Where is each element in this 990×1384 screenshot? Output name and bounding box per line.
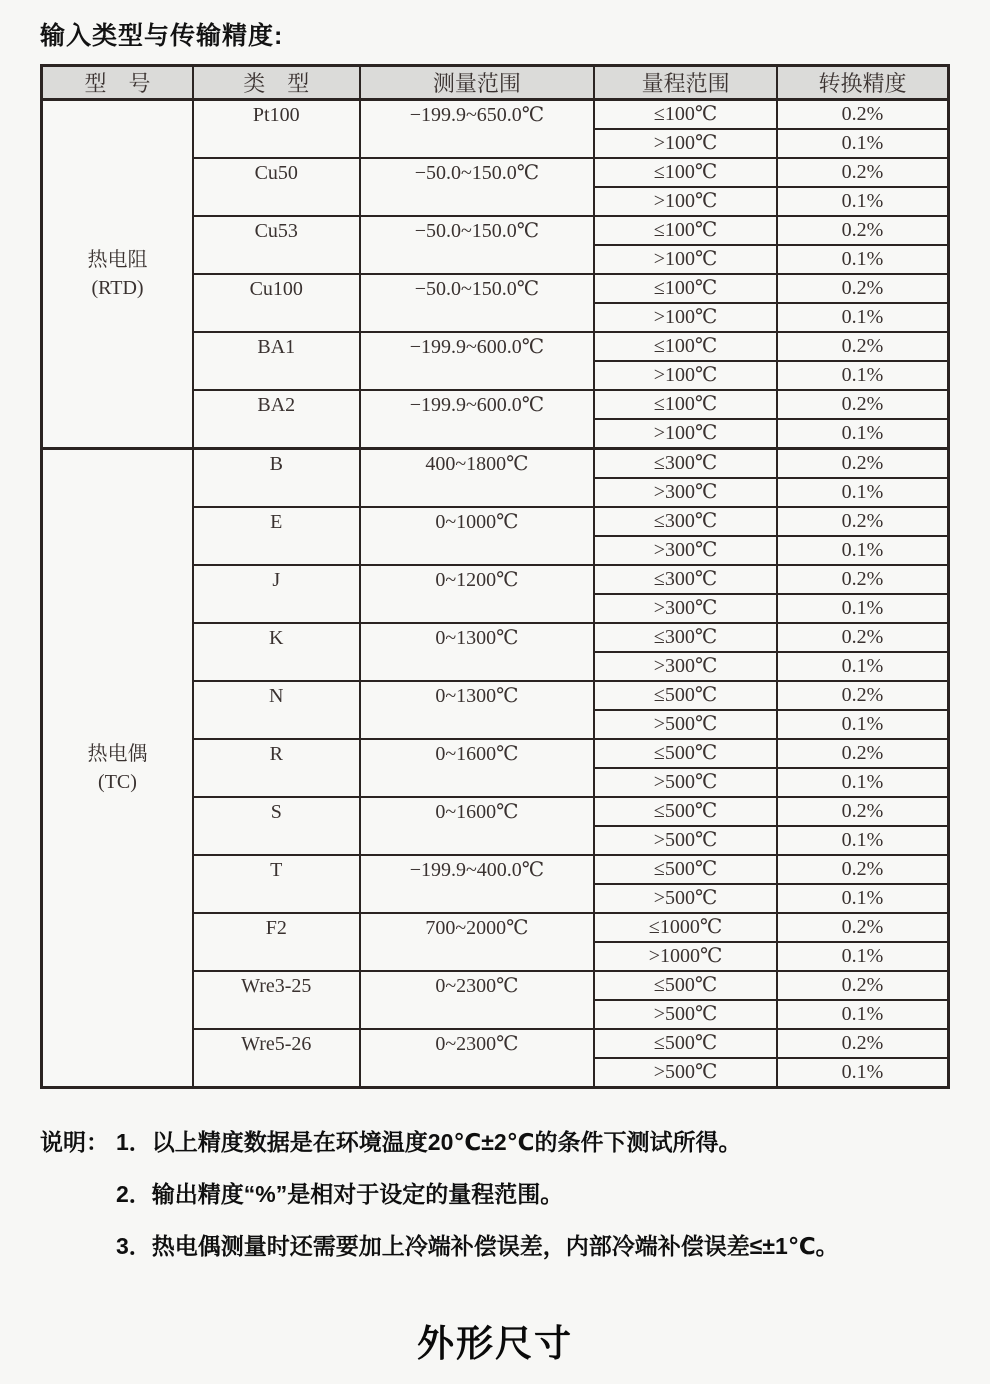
accuracy-cell: 0.2%	[777, 855, 949, 884]
span-range-cell: ≤100℃	[594, 390, 777, 419]
note-item: 2．输出精度“%”是相对于设定的量程范围。	[116, 1181, 564, 1207]
accuracy-cell: 0.1%	[777, 942, 949, 971]
accuracy-cell: 0.2%	[777, 565, 949, 594]
accuracy-cell: 0.2%	[777, 274, 949, 303]
accuracy-cell: 0.2%	[777, 449, 949, 479]
span-range-cell: >100℃	[594, 419, 777, 449]
type-cell: F2	[193, 913, 360, 971]
accuracy-cell: 0.1%	[777, 652, 949, 681]
type-cell: Cu100	[193, 274, 360, 332]
accuracy-cell: 0.1%	[777, 187, 949, 216]
notes-label: 说明：	[40, 1129, 109, 1155]
measure-range-cell: −50.0~150.0℃	[360, 158, 595, 216]
type-cell: N	[193, 681, 360, 739]
accuracy-cell: 0.1%	[777, 1000, 949, 1029]
accuracy-cell: 0.2%	[777, 623, 949, 652]
span-range-cell: ≤500℃	[594, 739, 777, 768]
note-line	[40, 1231, 950, 1261]
model-line: (RTD)	[91, 277, 144, 299]
measure-range-cell: 0~1200℃	[360, 565, 595, 623]
span-range-cell: ≤300℃	[594, 565, 777, 594]
span-range-cell: >300℃	[594, 478, 777, 507]
span-range-cell: ≤100℃	[594, 332, 777, 361]
measure-range-cell: 0~1000℃	[360, 507, 595, 565]
accuracy-cell: 0.1%	[777, 884, 949, 913]
measure-range-cell: 0~2300℃	[360, 971, 595, 1029]
type-cell: BA2	[193, 390, 360, 449]
type-cell: J	[193, 565, 360, 623]
measure-range-cell: −50.0~150.0℃	[360, 274, 595, 332]
span-range-cell: ≤300℃	[594, 449, 777, 479]
span-range-cell: >100℃	[594, 303, 777, 332]
model-line: 热电阻	[87, 249, 148, 271]
measure-range-cell: −199.9~600.0℃	[360, 332, 595, 390]
measure-range-cell: −199.9~600.0℃	[360, 390, 595, 449]
note-line	[40, 1127, 950, 1157]
span-range-cell: ≤100℃	[594, 216, 777, 245]
note-item: 1．以上精度数据是在环境温度20℃±2℃的条件下测试所得。	[116, 1129, 742, 1155]
accuracy-cell: 0.2%	[777, 100, 949, 130]
span-range-cell: >500℃	[594, 884, 777, 913]
type-cell: S	[193, 797, 360, 855]
span-range-cell: ≤500℃	[594, 971, 777, 1000]
accuracy-cell: 0.1%	[777, 478, 949, 507]
table-header-row	[42, 66, 949, 100]
model-line: (TC)	[98, 771, 137, 793]
measure-range-cell: −50.0~150.0℃	[360, 216, 595, 274]
type-cell: E	[193, 507, 360, 565]
measure-range-cell: 0~2300℃	[360, 1029, 595, 1088]
type-cell: Wre5-26	[193, 1029, 360, 1088]
type-cell: Cu53	[193, 216, 360, 274]
note-item: 3．热电偶测量时还需要加上冷端补偿误差，内部冷端补偿误差≤±1℃。	[116, 1233, 839, 1259]
accuracy-cell: 0.2%	[777, 216, 949, 245]
measure-range-cell: 0~1600℃	[360, 797, 595, 855]
measure-range-cell: 0~1600℃	[360, 739, 595, 797]
notes-indent	[40, 1231, 116, 1261]
accuracy-cell: 0.1%	[777, 303, 949, 332]
span-range-cell: >100℃	[594, 245, 777, 274]
span-range-cell: >500℃	[594, 1058, 777, 1088]
accuracy-cell: 0.2%	[777, 1029, 949, 1058]
measure-range-cell: 700~2000℃	[360, 913, 595, 971]
type-cell: BA1	[193, 332, 360, 390]
table-row	[42, 449, 949, 479]
model-line: 热电偶	[87, 743, 148, 765]
type-cell: Pt100	[193, 100, 360, 159]
accuracy-cell: 0.1%	[777, 536, 949, 565]
span-range-cell: ≤1000℃	[594, 913, 777, 942]
span-range-cell: ≤100℃	[594, 158, 777, 187]
type-cell: Cu50	[193, 158, 360, 216]
measure-range-cell: −199.9~650.0℃	[360, 100, 595, 159]
accuracy-cell: 0.2%	[777, 797, 949, 826]
type-cell: T	[193, 855, 360, 913]
column-header-measure-range: 测量范围	[360, 66, 595, 100]
column-header-span-range: 量程范围	[594, 66, 777, 100]
table-row	[42, 100, 949, 130]
accuracy-spec-table	[40, 64, 950, 1089]
span-range-cell: ≤500℃	[594, 855, 777, 884]
span-range-cell: ≤500℃	[594, 797, 777, 826]
span-range-cell: ≤500℃	[594, 681, 777, 710]
accuracy-cell: 0.1%	[777, 361, 949, 390]
accuracy-cell: 0.2%	[777, 390, 949, 419]
accuracy-cell: 0.2%	[777, 681, 949, 710]
accuracy-cell: 0.1%	[777, 826, 949, 855]
table-row	[42, 66, 949, 100]
span-range-cell: >100℃	[594, 187, 777, 216]
span-range-cell: >500℃	[594, 768, 777, 797]
notes-indent	[40, 1179, 116, 1209]
accuracy-cell: 0.2%	[777, 913, 949, 942]
span-range-cell: ≤300℃	[594, 507, 777, 536]
accuracy-cell: 0.1%	[777, 245, 949, 274]
notes-block	[40, 1127, 950, 1261]
accuracy-cell: 0.1%	[777, 129, 949, 158]
spec-table-body	[42, 100, 949, 1088]
span-range-cell: ≤100℃	[594, 274, 777, 303]
type-cell: R	[193, 739, 360, 797]
span-range-cell: ≤300℃	[594, 623, 777, 652]
accuracy-cell: 0.2%	[777, 158, 949, 187]
span-range-cell: >100℃	[594, 129, 777, 158]
span-range-cell: >300℃	[594, 536, 777, 565]
accuracy-cell: 0.1%	[777, 710, 949, 739]
measure-range-cell: 0~1300℃	[360, 681, 595, 739]
accuracy-cell: 0.1%	[777, 594, 949, 623]
accuracy-cell: 0.2%	[777, 332, 949, 361]
model-cell	[42, 449, 194, 1088]
note-line	[40, 1179, 950, 1209]
measure-range-cell: 0~1300℃	[360, 623, 595, 681]
span-range-cell: ≤100℃	[594, 100, 777, 130]
span-range-cell: >100℃	[594, 361, 777, 390]
span-range-cell: >500℃	[594, 826, 777, 855]
accuracy-cell: 0.1%	[777, 419, 949, 449]
column-header-accuracy: 转换精度	[777, 66, 949, 100]
accuracy-cell: 0.1%	[777, 1058, 949, 1088]
measure-range-cell: −199.9~400.0℃	[360, 855, 595, 913]
span-range-cell: >300℃	[594, 594, 777, 623]
type-cell: B	[193, 449, 360, 508]
span-range-cell: >500℃	[594, 710, 777, 739]
column-header-type: 类 型	[193, 66, 360, 100]
span-range-cell: >500℃	[594, 1000, 777, 1029]
accuracy-cell: 0.2%	[777, 739, 949, 768]
measure-range-cell: 400~1800℃	[360, 449, 595, 508]
model-cell	[42, 100, 194, 449]
type-cell: K	[193, 623, 360, 681]
accuracy-cell: 0.2%	[777, 507, 949, 536]
accuracy-cell: 0.2%	[777, 971, 949, 1000]
section-heading-dimensions: 外形尺寸	[417, 1323, 573, 1364]
span-range-cell: >300℃	[594, 652, 777, 681]
accuracy-cell: 0.1%	[777, 768, 949, 797]
column-header-model: 型 号	[42, 66, 194, 100]
span-range-cell: >1000℃	[594, 942, 777, 971]
type-cell: Wre3-25	[193, 971, 360, 1029]
span-range-cell: ≤500℃	[594, 1029, 777, 1058]
page-title: 输入类型与传输精度:	[40, 22, 284, 50]
